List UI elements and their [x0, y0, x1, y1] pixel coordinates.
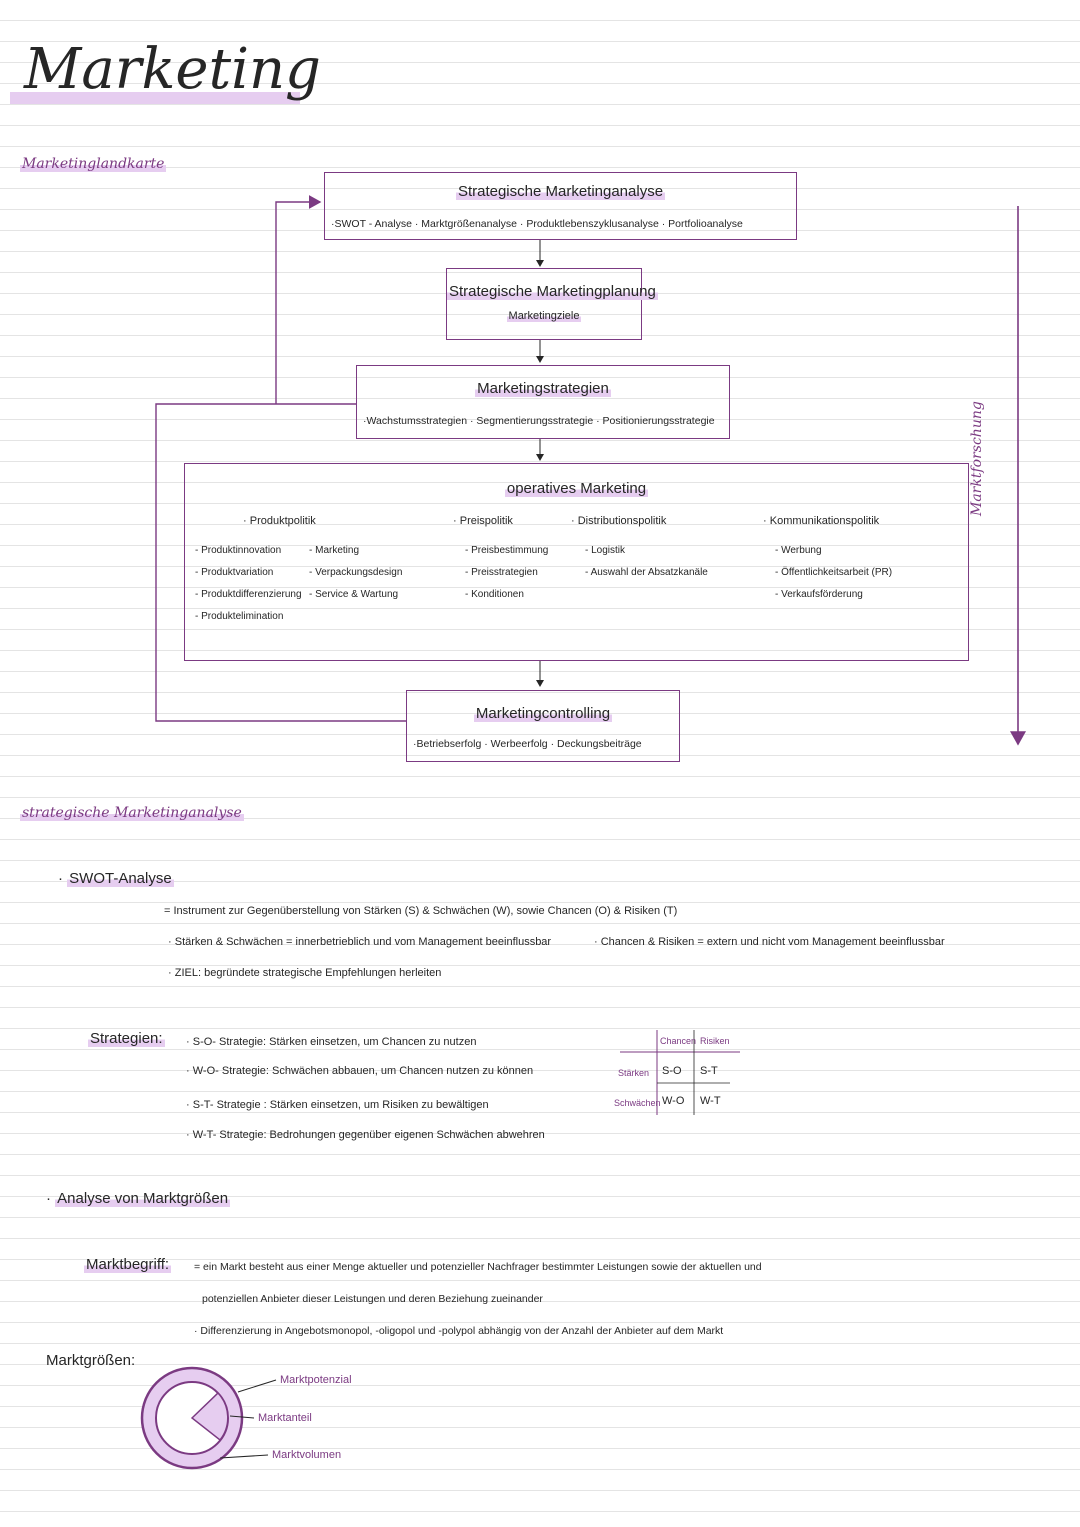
analysis-items: ·SWOT - Analyse · Marktgrößenanalyse · Produktlebenszyklusanalyse · Portfolioanalyse: [331, 218, 743, 230]
controlling-items: ·Betriebserfolg · Werbeerfolg · Deckungsbeiträge: [413, 738, 642, 750]
swot-strategy-item: · S-T- Strategie : Stärken einsetzen, um Risiken zu bewältigen: [186, 1099, 489, 1111]
distribution-policy-title: · Distributionspolitik: [571, 515, 667, 527]
swot-strategies-label: Strategien:: [90, 1030, 163, 1047]
planning-sub: Marketingziele: [508, 310, 580, 322]
swot-strategy-item: · W-O- Strategie: Schwächen abbauen, um Chancen nutzen zu können: [186, 1065, 534, 1077]
analysis-title: Strategische Marketinganalyse: [457, 183, 664, 200]
swot-definition: = Instrument zur Gegenüberstellung von Stärken (S) & Schwächen (W), sowie Chancen (O) & Risiken (T): [164, 905, 678, 917]
swot-external: · Chancen & Risiken = extern und nicht vom Management beeinflussbar: [594, 936, 945, 948]
distribution-item: - Auswahl der Absatzkanäle: [585, 567, 708, 578]
market-term-line1: = ein Markt besteht aus einer Menge aktueller und potenzieller Nachfrager bestimmter Leistungen sowie der aktuellen und: [194, 1261, 762, 1273]
market-term-line2: potenziellen Anbieter dieser Leistungen und deren Beziehung zueinander: [202, 1293, 543, 1305]
price-item: - Preisbestimmung: [465, 545, 549, 556]
market-sizes-label: Marktgrößen:: [46, 1352, 136, 1369]
swot-heading: · SWOT-Analyse: [58, 870, 172, 887]
product-item: - Produktelimination: [195, 611, 284, 622]
product-item: - Verpackungsdesign: [309, 567, 403, 578]
swot-strategy-item: · W-T- Strategie: Bedrohungen gegenüber eigenen Schwächen abwehren: [186, 1129, 545, 1141]
market-research-label: Marktforschung: [969, 401, 985, 516]
communication-item: - Werbung: [775, 545, 822, 556]
matrix-cell: W-O: [662, 1095, 685, 1107]
price-policy-title: · Preispolitik: [453, 515, 513, 527]
market-term-label: Marktbegriff:: [86, 1256, 170, 1273]
strategies-title: Marketingstrategien: [477, 380, 609, 397]
page-title: Marketing: [24, 37, 321, 102]
price-item: - Preisstrategien: [465, 567, 538, 578]
product-item: - Produktvariation: [195, 567, 274, 578]
swot-strategy-item: · S-O- Strategie: Stärken einsetzen, um Chancen zu nutzen: [186, 1036, 477, 1048]
operative-title: operatives Marketing: [506, 480, 647, 497]
matrix-row-header: Stärken: [618, 1068, 650, 1078]
product-item: - Produktdifferenzierung: [195, 589, 302, 600]
section-marketing-map: Marketinglandkarte: [22, 156, 165, 172]
price-item: - Konditionen: [465, 589, 524, 600]
communication-item: - Öffentlichkeitsarbeit (PR): [775, 567, 893, 578]
market-heading: · Analyse von Marktgrößen: [46, 1190, 229, 1207]
section-strategic-analysis: strategische Marketinganalyse: [22, 805, 242, 821]
matrix-row-header: Schwächen: [614, 1098, 661, 1108]
product-item: - Marketing: [309, 545, 360, 556]
diagram-label-market-volume: Marktvolumen: [272, 1449, 342, 1461]
matrix-col-header: Chancen: [660, 1036, 697, 1046]
communication-policy-title: · Kommunikationspolitik: [763, 515, 880, 527]
product-policy-title: · Produktpolitik: [243, 515, 316, 527]
distribution-item: - Logistik: [585, 545, 626, 556]
matrix-cell: S-T: [700, 1065, 718, 1077]
swot-goal: · ZIEL: begründete strategische Empfehlungen herleiten: [168, 967, 442, 979]
market-term-line3: · Differenzierung in Angebotsmonopol, -oligopol und -polypol abhängig von der Anzahl der Anbieter auf dem Markt: [194, 1325, 724, 1337]
product-item: - Produktinnovation: [195, 545, 282, 556]
swot-internal: · Stärken & Schwächen = innerbetrieblich und vom Management beeinflussbar: [168, 936, 552, 948]
controlling-title: Marketingcontrolling: [475, 705, 611, 722]
matrix-cell: W-T: [700, 1095, 721, 1107]
product-item: - Service & Wartung: [309, 589, 399, 600]
diagram-label-market-share: Marktanteil: [258, 1412, 312, 1424]
communication-item: - Verkaufsförderung: [775, 589, 863, 600]
diagram-label-market-potential: Marktpotenzial: [280, 1374, 352, 1386]
planning-title: Strategische Marketingplanung: [449, 283, 656, 300]
strategies-items: ·Wachstumsstrategien · Segmentierungsstrategie · Positionierungsstrategie: [363, 415, 715, 427]
matrix-col-header: Risiken: [700, 1036, 730, 1046]
matrix-cell: S-O: [662, 1065, 682, 1077]
